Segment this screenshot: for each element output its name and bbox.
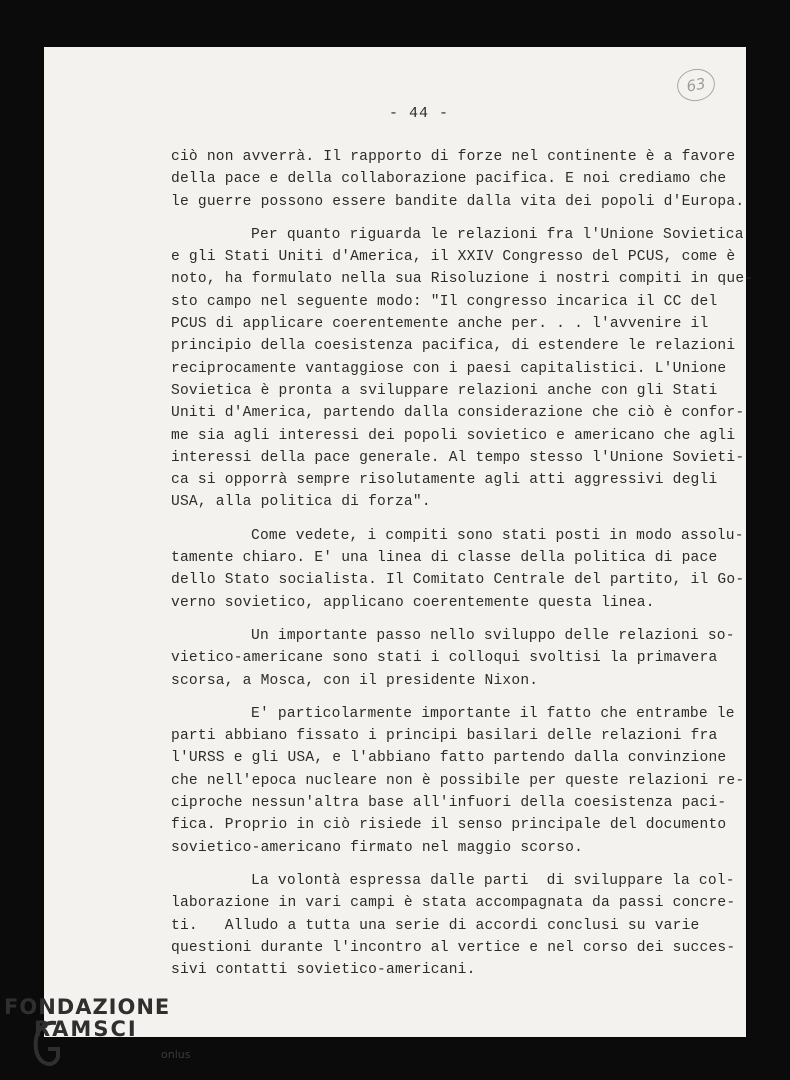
watermark-line-1: FONDAZIONE xyxy=(4,995,171,1019)
archive-page-stamp: 63 xyxy=(675,66,718,104)
text-line: USA, alla politica di forza". xyxy=(171,494,431,511)
text-line: Per quanto riguarda le relazioni fra l'Unione Sovietica xyxy=(251,226,744,243)
text-line: ciproche nessun'altra base all'infuori della coesistenza paci- xyxy=(171,795,727,812)
text-line: tamente chiaro. E' una linea di classe della politica di pace xyxy=(171,550,718,567)
text-line: dello Stato socialista. Il Comitato Centrale del partito, il Go- xyxy=(171,572,745,589)
text-line: ti. Alludo a tutta una serie di accordi conclusi su varie xyxy=(171,917,700,934)
paragraph xyxy=(171,224,754,514)
text-line: che nell'epoca nucleare non è possibile per queste relazioni re- xyxy=(171,772,745,789)
text-line: interessi della pace generale. Al tempo stesso l'Unione Sovieti- xyxy=(171,449,745,466)
text-line: verno sovietico, applicano coerentemente questa linea. xyxy=(171,594,655,611)
text-line: della pace e della collaborazione pacifica. E noi crediamo che xyxy=(171,171,727,188)
watermark-line-2: RAMSCI xyxy=(34,1017,138,1041)
text-line: Sovietica è pronta a sviluppare relazioni anche con gli Stati xyxy=(171,382,718,399)
page-number: - 44 - xyxy=(389,105,450,122)
text-line: Un importante passo nello sviluppo delle relazioni so- xyxy=(251,627,735,644)
paragraph xyxy=(171,703,745,859)
paragraph xyxy=(171,870,741,981)
text-line: sto campo nel seguente modo: "Il congresso incarica il CC del xyxy=(171,293,718,310)
document-page xyxy=(44,47,754,1037)
paragraph xyxy=(171,525,745,614)
fondazione-gramsci-watermark xyxy=(4,995,204,1075)
text-line: sovietico-americano firmato nel maggio scorso. xyxy=(171,839,584,856)
text-line: vietico-americane sono stati i colloqui svoltisi la primavera xyxy=(171,650,718,667)
text-line: noto, ha formulato nella sua Risoluzione i nostri compiti in que- xyxy=(171,271,754,288)
watermark-line-3: onlus xyxy=(161,1048,191,1061)
text-line: Come vedete, i compiti sono stati posti in modo assolu- xyxy=(251,527,744,544)
text-line: me sia agli interessi dei popoli sovietico e americano che agli xyxy=(171,427,736,444)
text-line: scorsa, a Mosca, con il presidente Nixon. xyxy=(171,672,539,689)
text-line: principio della coesistenza pacifica, di estendere le relazioni xyxy=(171,338,736,355)
paragraph xyxy=(171,146,745,213)
text-line: PCUS di applicare coerentemente anche per. . . l'avvenire il xyxy=(171,316,709,333)
text-line: E' particolarmente importante il fatto che entrambe le xyxy=(251,705,735,722)
text-line: questioni durante l'incontro al vertice e nel corso dei succes- xyxy=(171,939,736,956)
text-line: reciprocamente vantaggiose con i paesi capitalistici. L'Unione xyxy=(171,360,727,377)
text-line: Uniti d'America, partendo dalla considerazione che ciò è confor- xyxy=(171,405,745,422)
text-line: fica. Proprio in ciò risiede il senso principale del documento xyxy=(171,817,727,834)
text-line: sivi contatti sovietico-americani. xyxy=(171,962,476,979)
text-line: La volontà espressa dalle parti di sviluppare la col- xyxy=(251,872,735,889)
text-line: ca si opporrà sempre risolutamente agli atti aggressivi degli xyxy=(171,472,718,489)
text-line: le guerre possono essere bandite dalla vita dei popoli d'Europa. xyxy=(171,193,745,210)
text-line: parti abbiano fissato i principi basilari delle relazioni fra xyxy=(171,728,718,745)
document-body xyxy=(171,146,754,992)
text-line: ciò non avverrà. Il rapporto di forze nel continente è a favore xyxy=(171,149,736,165)
text-line: e gli Stati Uniti d'America, il XXIV Congresso del PCUS, come è xyxy=(171,249,736,266)
paragraph xyxy=(171,625,741,692)
text-line: l'URSS e gli USA, e l'abbiano fatto partendo dalla convinzione xyxy=(171,750,727,767)
text-line: laborazione in vari campi è stata accompagnata da passi concre- xyxy=(171,895,736,912)
